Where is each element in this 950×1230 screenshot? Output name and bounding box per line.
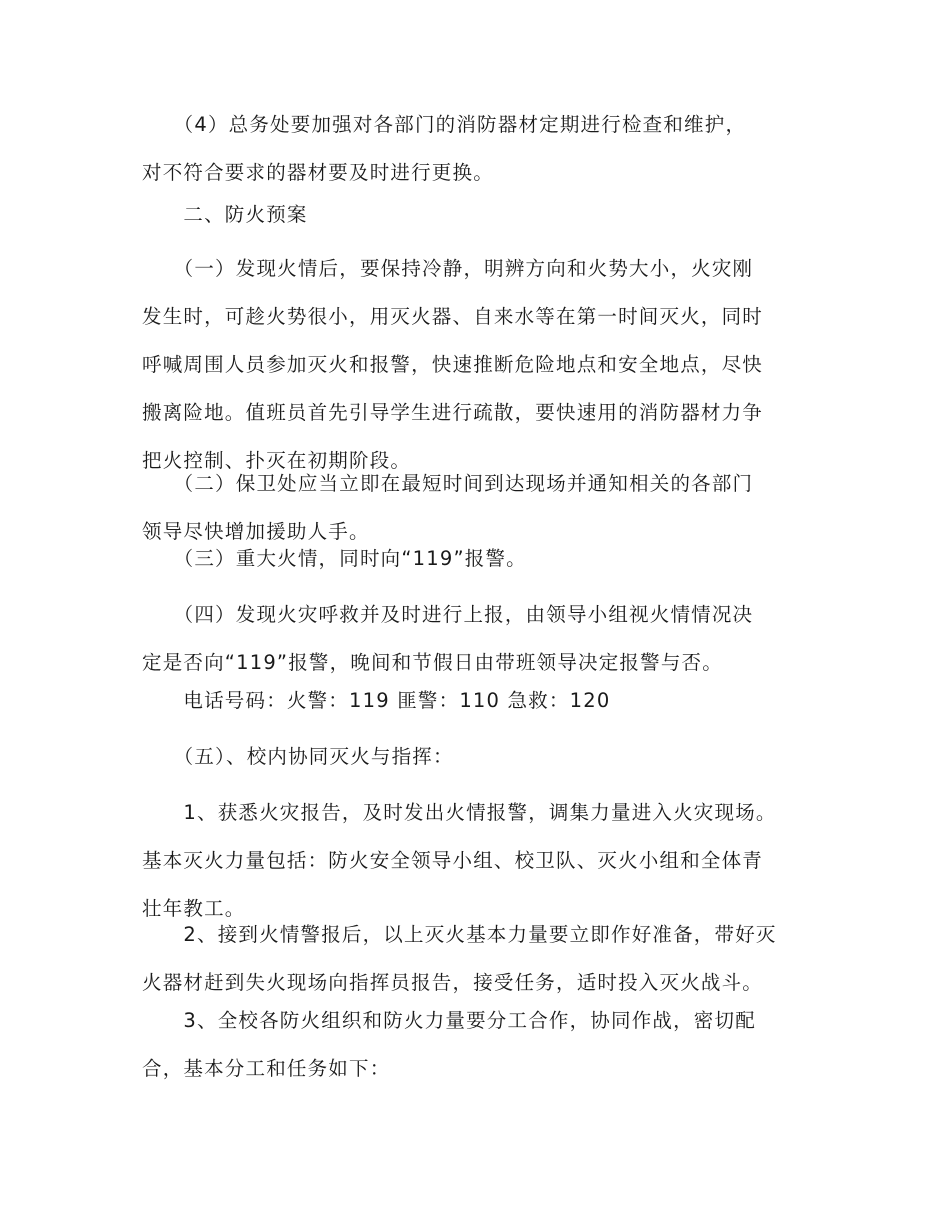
paragraph-point-1: 1、获悉火灾报告，及时发出火情报警，调集力量进入火灾现场。 基本灭火力量包括：防火安全领导小组、校卫队、灭火小组和全体青 壮年教工。 bbox=[142, 801, 777, 920]
paragraph-step-2: （二）保卫处应当立即在最短时间到达现场并通知相关的各部门 领导尽快增加援助人手。 bbox=[142, 472, 754, 543]
paragraph-point-2: 2、接到火情警报后，以上灭火基本力量要立即作好准备，带好灭 火器材赶到失火现场向指挥员报告，接受任务，适时投入灭火战斗。 bbox=[142, 923, 777, 994]
paragraph-point-3: 3、全校各防火组织和防火力量要分工合作，协同作战，密切配 合，基本分工和任务如下： bbox=[142, 1009, 756, 1080]
section-heading-fire-plan: 二、防火预案 bbox=[142, 203, 308, 226]
paragraph-step-1: （一）发现火情后，要保持冷静，明辨方向和火势大小，火灾刚 发生时，可趁火势很小，用灭火器、自来水等在第一时间灭火，同时 呼喊周围人员参加灭火和报警，快速推断危险地点和安全地点，尽快 搬离险地。值班员首先引导学生进行疏散，要快速用的消防器材力争 把火控制、扑灭在初期阶段。 bbox=[142, 257, 764, 472]
phone-numbers-line: 电话号码：火警：119 匪警：110 急救：120 bbox=[142, 689, 611, 712]
paragraph-step-5-heading: （五）、校内协同灭火与指挥： bbox=[142, 745, 454, 768]
paragraph-item-4: （4）总务处要加强对各部门的消防器材定期进行检查和维护， 对不符合要求的器材要及时进行更换。 bbox=[142, 113, 747, 184]
paragraph-step-4: （四）发现火灾呼救并及时进行上报，由领导小组视火情情况决 定是否向“119”报警，晚间和节假日由带班领导决定报警与否。 bbox=[142, 603, 754, 674]
paragraph-step-3: （三）重大火情，同时向“119”报警。 bbox=[142, 547, 527, 570]
